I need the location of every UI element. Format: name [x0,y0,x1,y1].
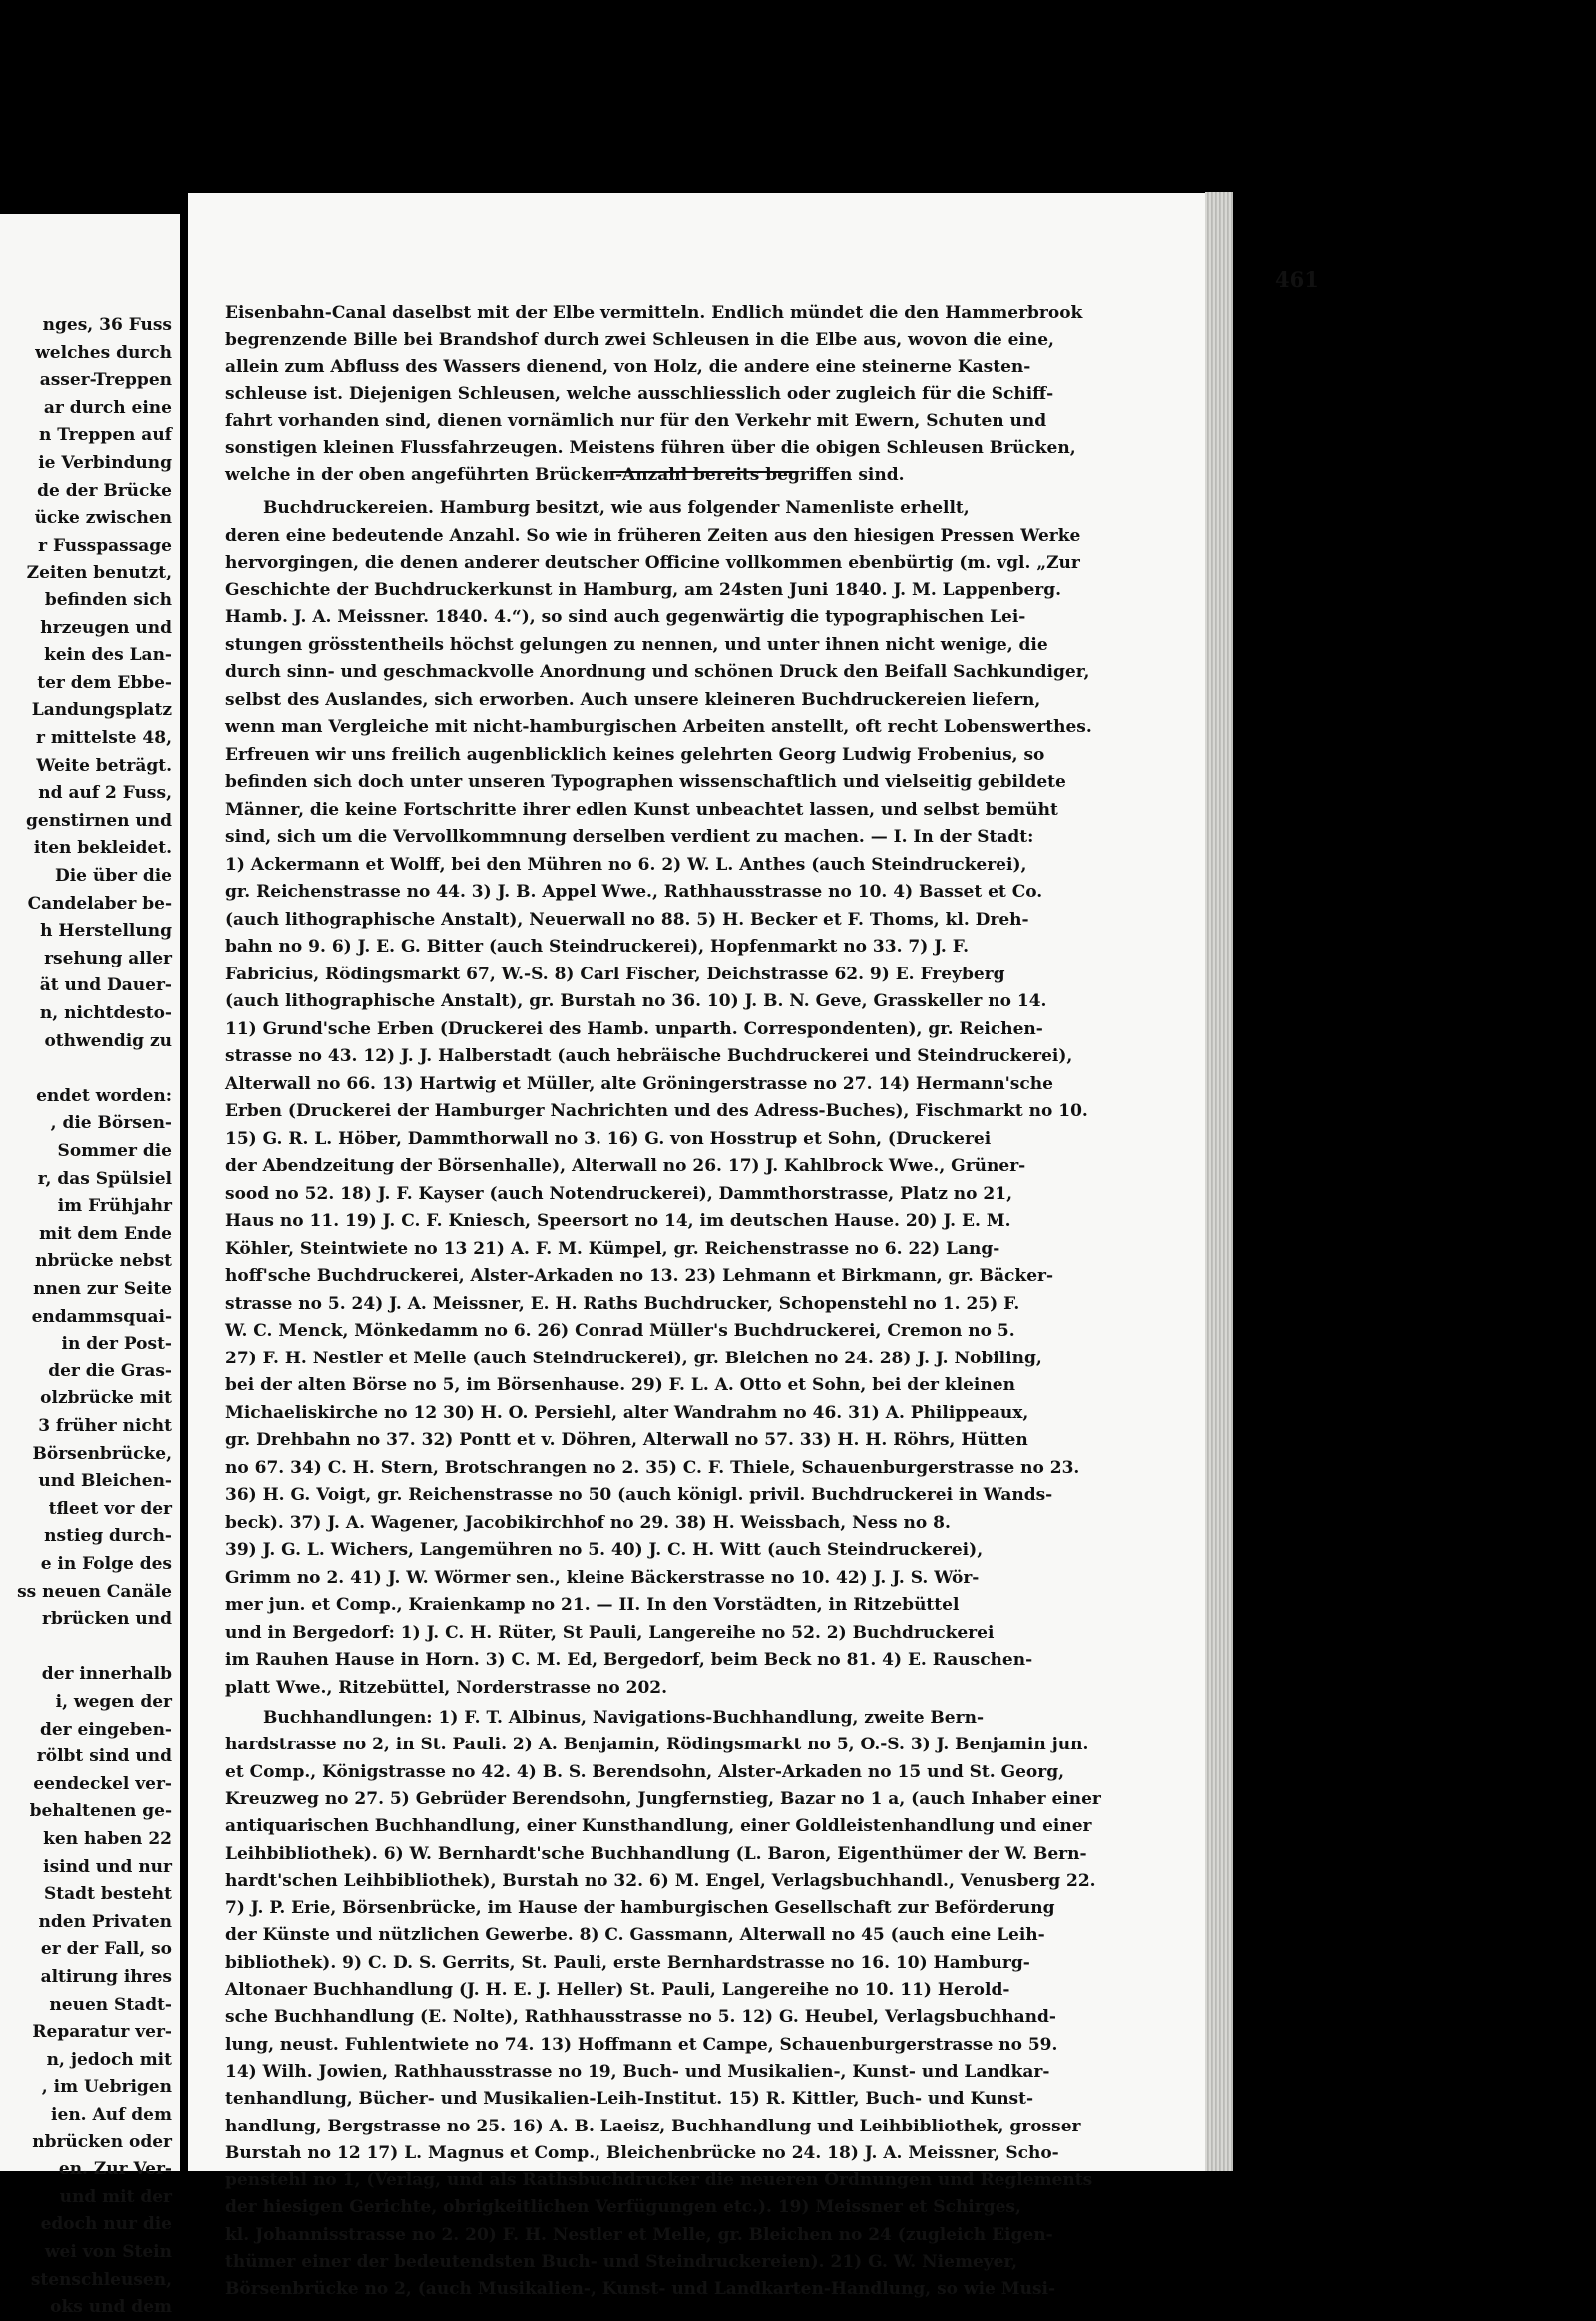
text-line: beck). 37) J. A. Wagener, Jacobikirchhof no 29. 38) H. Weissbach, Ness no 8. [225,1512,951,1533]
text-line: strasse no 43. 12) J. J. Halberstadt (auch hebräische Buchdruckerei und Steindruckerei), [225,1046,1073,1066]
text-line: Erfreuen wir uns freilich augenblicklich keines gelehrten Georg Ludwig Frobenius, so [225,744,1045,765]
text-line: Alterwall no 66. 13) Hartwig et Müller, alte Gröningerstrasse no 27. 14) Hermann'sche [225,1073,1053,1094]
text-line: Männer, die keine Fortschritte ihrer edlen Kunst unbeachtet lassen, und selbst bemüht [225,799,1058,820]
left-page-line: hrzeugen und [40,617,172,638]
left-page-line: der die Gras- [48,1360,172,1381]
left-page-line: r, das Spülsiel [37,1168,172,1189]
text-line: durch sinn- und geschmackvolle Anordnung und schönen Druck den Beifall Sachkundiger, [225,662,1090,682]
text-line: sood no 52. 18) J. F. Kayser (auch Notendruckerei), Dammthorstrasse, Platz no 21, [225,1183,1012,1204]
left-page-line: r Fusspassage [38,535,172,556]
text-line: sche Buchhandlung (E. Nolte), Rathhausstrasse no 5. 12) G. Heubel, Verlagsbuchhand- [225,2007,1056,2028]
left-page-line: , im Uebrigen [41,2077,172,2098]
left-page-line: , die Börsen- [50,1113,172,1134]
left-page-line: asser-Treppen [39,370,172,391]
text-line: welche in der oben angeführten Brücken-Anzahl bereits begriffen sind. [225,465,905,485]
left-page-line: rbrücken und [42,1609,172,1630]
text-line: platt Wwe., Ritzebüttel, Norderstrasse no 202. [225,1677,668,1698]
left-page-line: rsehung aller [44,948,172,968]
left-page-line: genstirnen und [26,810,172,831]
text-line: 7) J. P. Erie, Börsenbrücke, im Hause der hamburgischen Gesellschaft zur Beförderung [225,1898,1055,1919]
text-line: der hiesigen Gerichte, obrigkeitlichen Verfügungen etc.). 19) Meissner et Schirges, [225,2197,1021,2218]
text-line: Burstah no 12 17) L. Magnus et Comp., Bleichenbrücke no 24. 18) J. A. Meissner, Scho- [225,2142,1059,2163]
left-page-line: nbrücke nebst [35,1251,172,1272]
text-line: deren eine bedeutende Anzahl. So wie in früheren Zeiten aus den hiesigen Pressen Werke [225,525,1081,546]
left-page-line: othwendig zu [44,1030,172,1051]
text-line: 1) Ackermann et Wolff, bei den Mühren no 6. 2) W. L. Anthes (auch Steindruckerei), [225,854,1027,875]
left-page-line: Landungsplatz [31,700,172,721]
left-page-line: iten bekleidet. [33,838,172,859]
left-page-line: nd auf 2 Fuss, [38,783,172,804]
left-page-line: e in Folge des [40,1554,172,1574]
text-line: befinden sich doch unter unseren Typographen wissenschaftlich und vielseitig gebildete [225,772,1066,792]
left-page-line: befinden sich [44,590,172,610]
left-page-line: er der Fall, so [40,1939,172,1960]
left-page-line: welches durch [35,342,172,363]
left-page-line: stenschleusen, [30,2269,172,2290]
left-page-line: im Frühjahr [57,1196,172,1217]
left-page-line: nstieg durch- [44,1526,172,1547]
text-line: Fabricius, Rödingsmarkt 67, W.-S. 8) Carl Fischer, Deichstrasse 62. 9) E. Freyberg [225,964,1005,984]
text-line: lung, neust. Fuhlentwiete no 74. 13) Hoffmann et Campe, Schauenburgerstrasse no 59. [225,2034,1058,2055]
text-line: Grimm no 2. 41) J. W. Wörmer sen., kleine Bäckerstrasse no 10. 42) J. J. S. Wör- [225,1567,980,1588]
left-page-line: nnen zur Seite [33,1279,172,1299]
text-line: Geschichte der Buchdruckerkunst in Hamburg, am 24sten Juni 1840. J. M. Lappenberg. [225,580,1062,600]
text-line: Buchhandlungen: 1) F. T. Albinus, Navigations-Buchhandlung, zweite Bern- [263,1708,984,1728]
left-page-line: nden Privaten [38,1911,172,1932]
text-line: gr. Drehbahn no 37. 32) Pontt et v. Döhren, Alterwall no 57. 33) H. H. Röhrs, Hütten [225,1430,1028,1450]
left-page-line: Zeiten benutzt, [26,563,172,583]
text-line: Hamb. J. A. Meissner. 1840. 4.“), so sind auch gegenwärtig die typographischen Lei- [225,607,1026,627]
left-page-line: olzbrücke mit [40,1388,172,1409]
text-line: der Abendzeitung der Börsenhalle), Alterwall no 26. 17) J. Kahlbrock Wwe., Grüner- [225,1156,1026,1176]
text-line: Erben (Druckerei der Hamburger Nachrichten und des Adress-Buches), Fischmarkt no 10. [225,1101,1088,1121]
text-line: penstehl no 1, (Verlag, und als Rathsbuchdrucker die neueren Ordnungen und Reglements [225,2170,1093,2191]
text-line: 36) H. G. Voigt, gr. Reichenstrasse no 50 (auch königl. privil. Buchdruckerei in Wands- [225,1485,1053,1505]
left-page-line: isind und nur [43,1856,172,1877]
left-page-line: der eingeben- [39,1719,172,1740]
text-line: gr. Reichenstrasse no 44. 3) J. B. Appel Wwe., Rathhausstrasse no 10. 4) Basset et Co. [225,882,1043,902]
left-page-line: r mittelste 48, [35,728,172,748]
left-page-line: ücke zwischen [34,508,172,529]
left-page-line: altirung ihres [40,1967,172,1987]
page-edge [1205,192,1233,2171]
left-page-line: rölbt sind und [36,1746,172,1767]
left-page-line: der innerhalb [41,1664,172,1685]
text-line: der Künste und nützlichen Gewerbe. 8) C. Gassmann, Alterwall no 45 (auch eine Leih- [225,1925,1045,1946]
text-line: kl. Johannisstrasse no 2. 20) F. H. Nestler et Melle, gr. Bleichen no 24 (zugleich Eigen- [225,2224,1053,2245]
left-page-line: Weite beträgt. [36,755,172,776]
text-line: hardstrasse no 2, in St. Pauli. 2) A. Benjamin, Rödingsmarkt no 5, O.-S. 3) J. Benjamin jun. [225,1735,1089,1755]
left-page-line: ät und Dauer- [39,975,172,996]
left-page-line: edoch nur die [40,2214,172,2235]
text-line: Köhler, Steintwiete no 13 21) A. F. M. Kümpel, gr. Reichenstrasse no 6. 22) Lang- [225,1238,1000,1259]
text-line: hoff'sche Buchdruckerei, Alster-Arkaden no 13. 23) Lehmann et Birkmann, gr. Bäcker- [225,1266,1054,1286]
text-line: 15) G. R. L. Höber, Dammthorwall no 3. 16) G. von Hosstrup et Sohn, (Druckerei [225,1128,992,1149]
left-page-line: wei von Stein [44,2242,172,2262]
text-line: tenhandlung, Bücher- und Musikalien-Leih-Institut. 15) R. Kittler, Buch- und Kunst- [225,2089,1034,2110]
left-page-line: nges, 36 Fuss [42,315,172,335]
left-page-line: en. Zur Ver- [58,2159,172,2180]
left-page-line: n, jedoch mit [46,2049,172,2070]
text-line: et Comp., Königstrasse no 42. 4) B. S. Berendsohn, Alster-Arkaden no 15 und St. Georg, [225,1761,1065,1782]
left-page-line: neuen Stadt- [49,1994,172,2015]
text-line: bibliothek). 9) C. D. S. Gerrits, St. Pauli, erste Bernhardstrasse no 16. 10) Hamburg- [225,1952,1030,1973]
left-page-line: ss neuen Canäle [17,1581,172,1602]
left-page-line: Börsenbrücke, [32,1443,172,1464]
text-line: Kreuzweg no 27. 5) Gebrüder Berendsohn, Jungfernstieg, Bazar no 1 a, (auch Inhaber einer [225,1788,1101,1809]
text-line: 11) Grund'sche Erben (Druckerei des Hamb. unparth. Correspondenten), gr. Reichen- [225,1018,1043,1039]
text-line: bahn no 9. 6) J. E. G. Bitter (auch Steindruckerei), Hopfenmarkt no 33. 7) J. F. [225,937,970,957]
left-page [0,214,180,2318]
text-line: schleuse ist. Diejenigen Schleusen, welche ausschliesslich oder zugleich für die Schiff- [225,384,1054,404]
text-line: selbst des Auslandes, sich erworben. Auch unsere kleineren Buchdruckereien liefern, [225,689,1041,710]
left-page-line: de der Brücke [37,480,172,501]
left-page-line: mit dem Ende [39,1223,172,1244]
left-page-line: Sommer die [57,1141,172,1161]
text-line: 14) Wilh. Jowien, Rathhausstrasse no 19, Buch- und Musikalien-, Kunst- und Landkar- [225,2061,1050,2082]
left-page-line: ter dem Ebbe- [37,672,172,693]
text-line: antiquarischen Buchhandlung, einer Kunsthandlung, einer Goldleistenhandlung und einer [225,1816,1092,1837]
text-line: hervorgingen, die denen anderer deutscher Officine vollkommen ebenbürtig (m. vgl. „Zur [225,553,1080,573]
left-page-line: ien. Auf dem [51,2105,172,2125]
left-page-line: nbrücken oder [32,2131,172,2152]
text-line: hardt'schen Leihbibliothek), Burstah no 32. 6) M. Engel, Verlagsbuchhandl., Venusberg 22. [225,1870,1096,1891]
left-page-line: h Herstellung [40,921,172,942]
left-page-line: tfleet vor der [48,1498,172,1519]
page-number: 461 [1275,267,1319,292]
text-line: bei der alten Börse no 5, im Börsenhause. 29) F. L. A. Otto et Sohn, bei der kleinen [225,1375,1015,1395]
left-page-line: behaltenen ge- [29,1801,172,1822]
text-line: Buchdruckereien. Hamburg besitzt, wie aus folgender Namenliste erhellt, [263,498,970,518]
text-line: Börsenbrücke no 2, (auch Musikalien-, Kunst- und Landkarten-Handlung, so wie Musi- [225,2279,1056,2300]
text-line: no 67. 34) C. H. Stern, Brotschrangen no 2. 35) C. F. Thiele, Schauenburgerstrasse no 23. [225,1457,1080,1478]
text-line: allein zum Abfluss des Wassers dienend, von Holz, die andere eine steinerne Kasten- [225,357,1031,377]
text-line: strasse no 5. 24) J. A. Meissner, E. H. Raths Buchdrucker, Schopenstehl no 1. 25) F. [225,1293,1020,1314]
left-page-line: eendeckel ver- [33,1773,172,1794]
left-page-line: oks und dem [50,2297,172,2318]
left-page-line: n, nichtdesto- [39,1003,172,1023]
left-page-line: ken haben 22 [43,1829,172,1849]
text-line: 39) J. G. L. Wichers, Langemühren no 5. 40) J. C. H. Witt (auch Steindruckerei), [225,1540,984,1560]
text-line: und in Bergedorf: 1) J. C. H. Rüter, St Pauli, Langereihe no 52. 2) Buchdruckerei [225,1622,995,1643]
text-line: handlung, Bergstrasse no 25. 16) A. B. Laeisz, Buchhandlung und Leihbibliothek, grosser [225,2116,1081,2136]
left-page-line: endet worden: [36,1085,172,1106]
text-line: W. C. Menck, Mönkedamm no 6. 26) Conrad Müller's Buchdruckerei, Cremon no 5. [225,1321,1015,1341]
text-line: Altonaer Buchhandlung (J. H. E. J. Heller) St. Pauli, Langereihe no 10. 11) Herold- [225,1980,1010,2000]
text-line: (auch lithographische Anstalt), Neuerwall no 88. 5) H. Becker et F. Thoms, kl. Dreh- [225,909,1029,930]
text-line: wenn man Vergleiche mit nicht-hamburgischen Arbeiten anstellt, oft recht Lobenswerthes. [225,717,1092,737]
left-page-line: Candelaber be- [27,893,172,914]
left-page-line: 3 früher nicht [38,1416,172,1436]
right-page [188,193,1319,2300]
left-page-line: und Bleichen- [38,1471,172,1492]
text-line: stungen grösstentheils höchst gelungen zu nennen, und unter ihnen nicht wenige, die [225,634,1048,655]
text-line: fahrt vorhanden sind, dienen vornämlich nur für den Verkehr mit Ewern, Schuten und [225,411,1047,431]
left-page-line: kein des Lan- [44,645,172,666]
left-page-line: ar durch eine [43,397,172,418]
text-line: begrenzende Bille bei Brandshof durch zwei Schleusen in die Elbe aus, wovon die eine, [225,330,1054,350]
text-line: Leihbibliothek). 6) W. Bernhardt'sche Buchhandlung (L. Baron, Eigenthümer der W. Bern- [225,1843,1087,1864]
left-page-line: i, wegen der [55,1692,172,1712]
left-page-line: und mit der [59,2186,172,2207]
text-line: Michaeliskirche no 12 30) H. O. Persiehl, alter Wandrahm no 46. 31) A. Philippeaux, [225,1402,1029,1423]
text-line: mer jun. et Comp., Kraienkamp no 21. — II. In den Vorstädten, in Ritzebüttel [225,1595,960,1615]
left-page-line: in der Post- [61,1334,172,1354]
text-line: Eisenbahn-Canal daselbst mit der Elbe vermitteln. Endlich mündet die den Hammerbrook [225,303,1083,323]
left-page-line: ie Verbindung [38,453,172,473]
left-page-line: endammsquai- [31,1306,172,1327]
left-page-line: Stadt besteht [44,1884,172,1905]
text-line: Haus no 11. 19) J. C. F. Kniesch, Speersort no 14, im deutschen Hause. 20) J. E. M. [225,1211,1011,1231]
text-line: thümer einer der bedeutendsten Buch- und Steindruckereien). 21) G. W. Niemeyer, [225,2252,1018,2272]
left-page-line: Die über die [54,866,172,886]
left-page-line: Reparatur ver- [32,2022,172,2043]
text-line: im Rauhen Hause in Horn. 3) C. M. Ed, Bergedorf, beim Beck no 81. 4) E. Rauschen- [225,1650,1033,1670]
text-line: sonstigen kleinen Flussfahrzeugen. Meistens führen über die obigen Schleusen Brücken, [225,438,1076,458]
text-line: (auch lithographische Anstalt), gr. Burstah no 36. 10) J. B. N. Geve, Grasskeller no 14. [225,991,1047,1011]
text-line: 27) F. H. Nestler et Melle (auch Steindruckerei), gr. Bleichen no 24. 28) J. J. Nobiling, [225,1348,1042,1368]
text-line: sind, sich um die Vervollkommnung derselben verdient zu machen. — I. In der Stadt: [225,827,1034,847]
left-page-line: n Treppen auf [38,425,172,446]
